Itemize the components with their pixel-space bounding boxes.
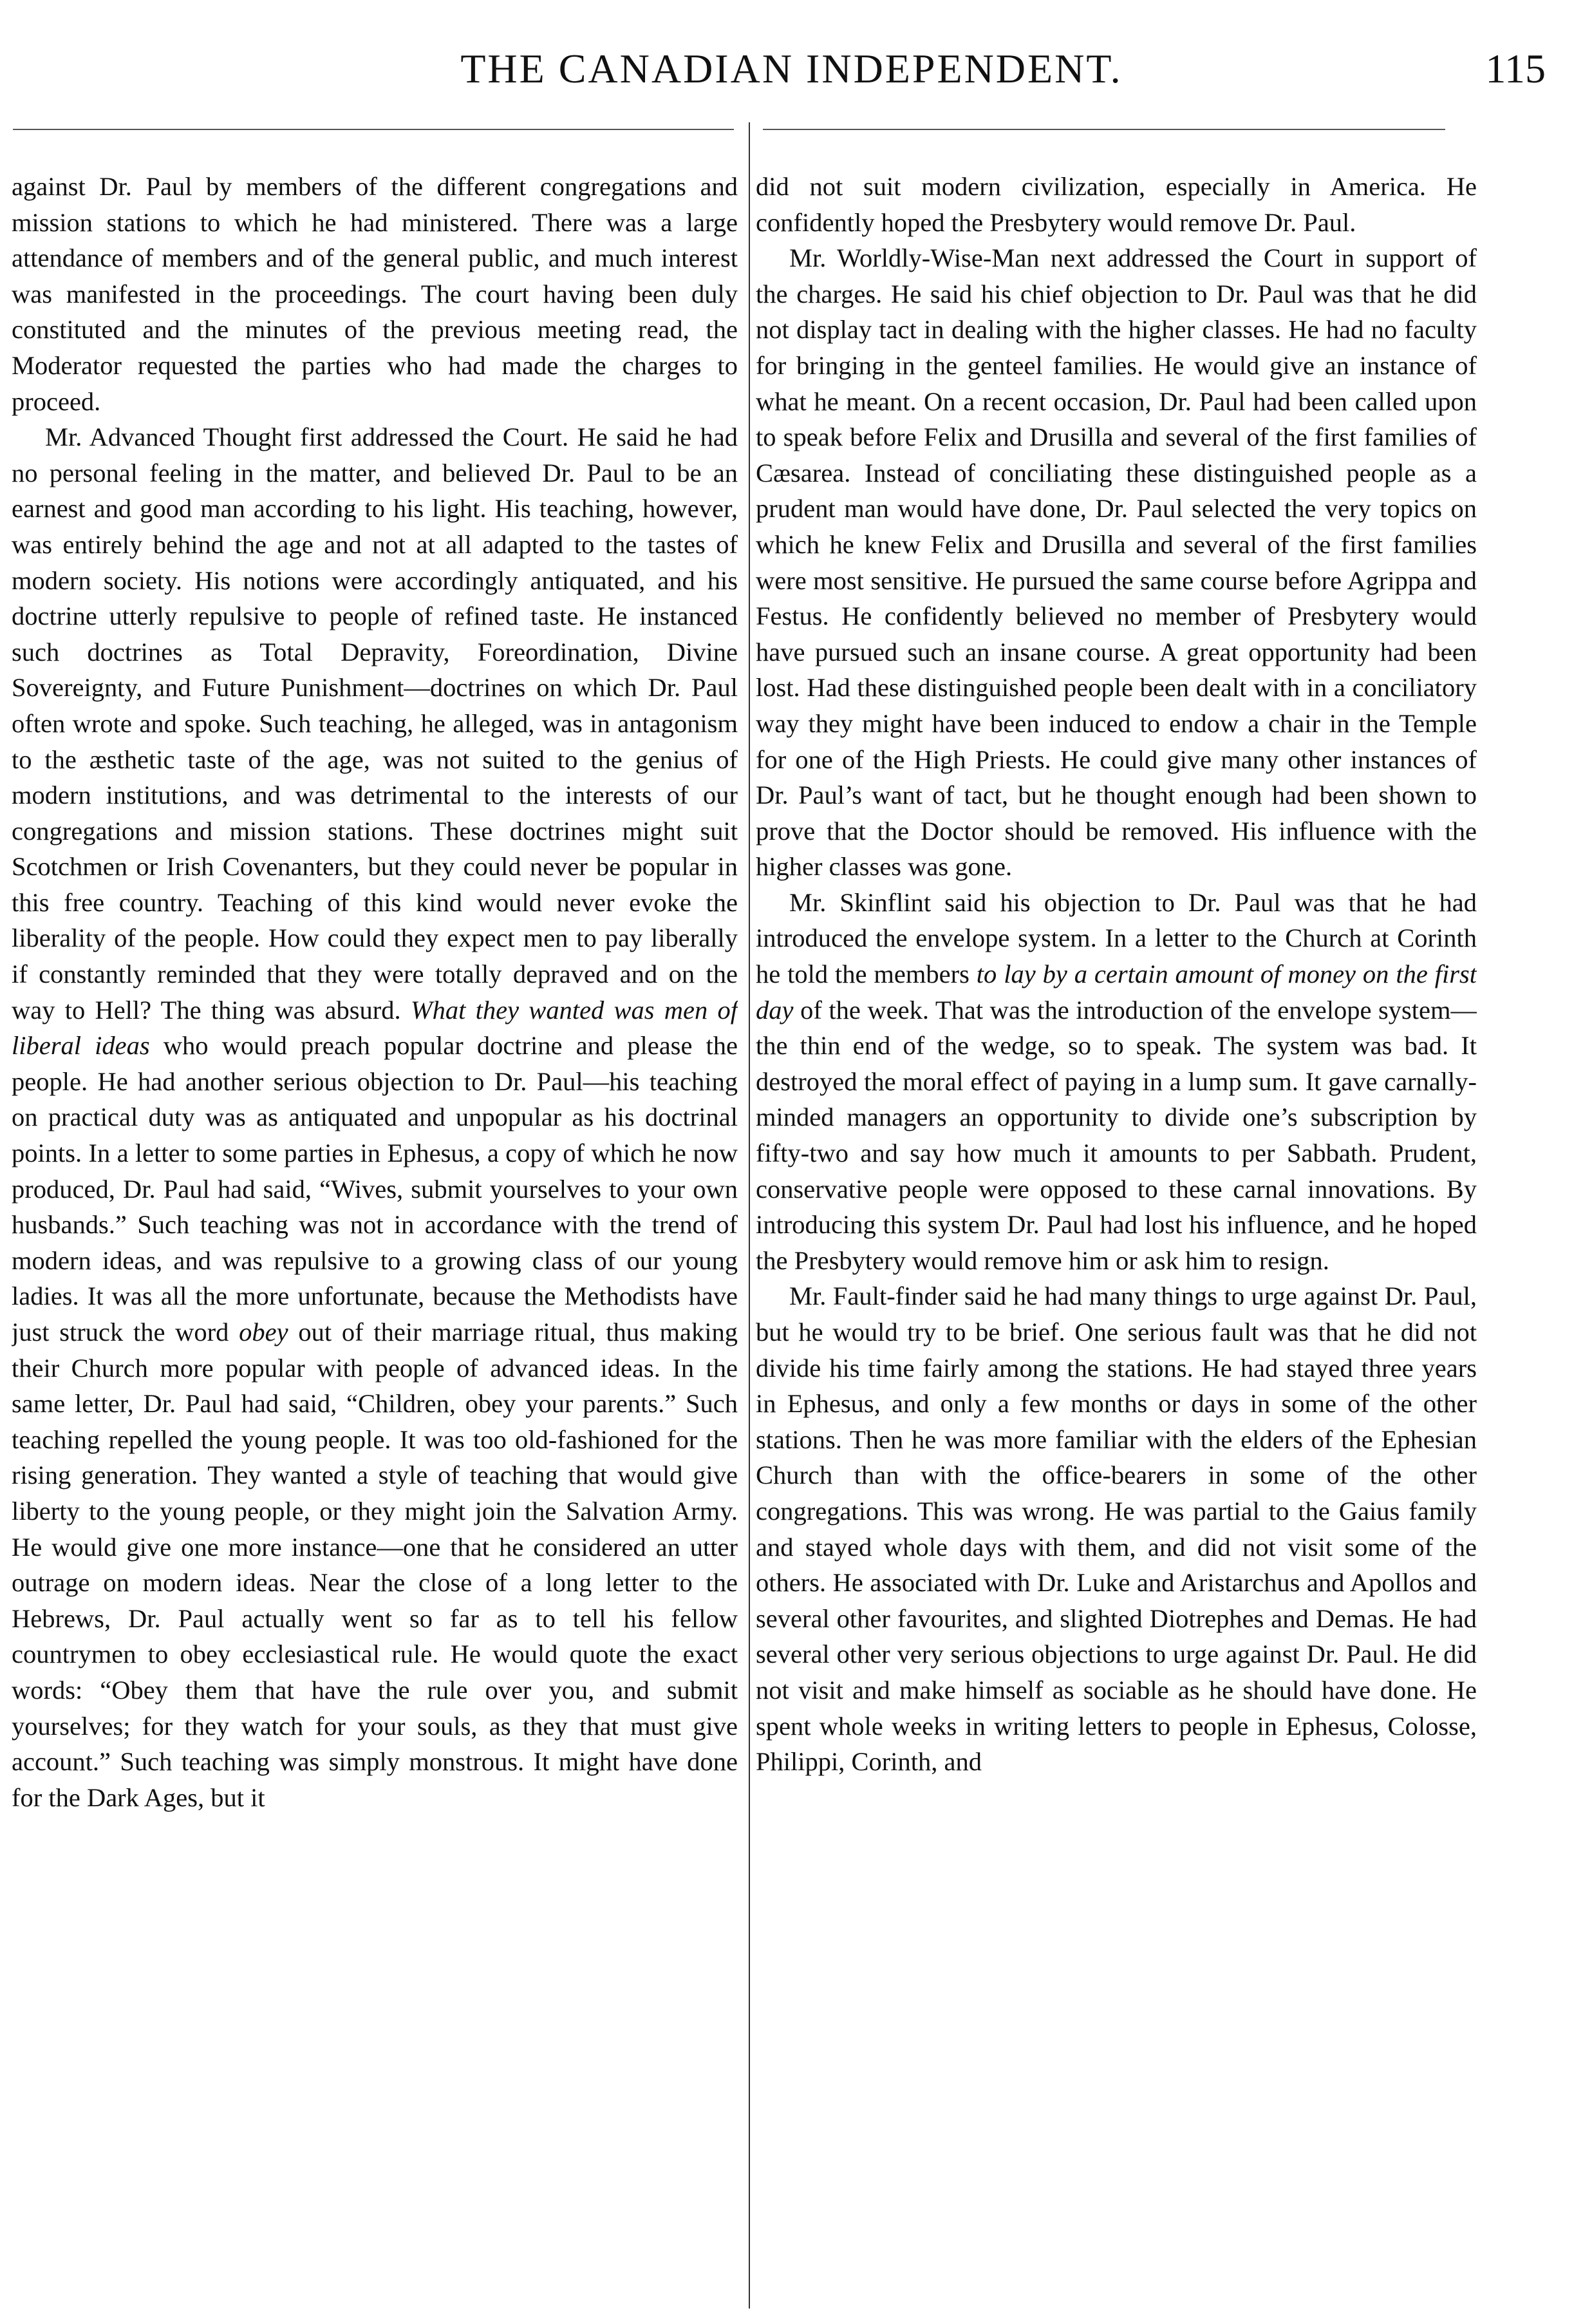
left-paragraph-2 [12,419,738,1815]
left-paragraph-2-tail: who would preach popular doctrine and please the people. He had another serious objection to Dr. Paul—his teaching on practical duty was as antiquated and unpopular as his doctrinal points. In a letter to some parties in Ephesus, a copy of which he now produced, Dr. Paul had said, “Wives, submit yourselves to your own husbands.” Such teaching was not in accordance with the trend of modern ideas, and was repulsive to a growing class of our young ladies. It was all the more unfortunate, because the Methodists have just struck the word [12,1031,738,1346]
right-paragraph-1: did not suit modern civilization, especially in America. He confidently hoped the Presbytery would remove Dr. Paul. [756,172,1477,237]
header-rule-right [763,129,1445,130]
header-rule-left [13,129,734,130]
page-number: 115 [1485,46,1546,91]
right-paragraph-2: Mr. Worldly-Wise-Man next addressed the Court in support of the charges. He said his chief objection to Dr. Paul was that he did not display tact in dealing with the higher classes. He had no faculty for bringing in the genteel families. He would give an instance of what he meant. On a recent occasion, Dr. Paul had been called upon to speak before Felix and Drusilla and several of the first families of Cæsarea. Instead of conciliating these distinguished people as a prudent man would have done, Dr. Paul selected the very topics on which he knew Felix and Drusilla and several of the first families were most sensitive. He pursued the same course before Agrippa and Festus. He confidently believed no member of Presbytery would have pursued such an insane course. A great opportunity had been lost. Had these distinguished people been dealt with in a conciliatory way they might have been induced to endow a chair in the Temple for one of the High Priests. He could give many other instances of Dr. Paul’s want of tact, but he thought enough had been shown to prove that the Doctor should be removed. His influence with the higher classes was gone. [756,243,1477,882]
right-paragraph-3-head: Mr. Skinflint said his objection to Dr. Paul was that he had introduced the envelope system. In a letter to the Church at Corinth he told the members [756,887,1477,989]
right-paragraph-3 [756,885,1477,1279]
running-title: THE CANADIAN INDEPENDENT. [460,46,1123,91]
right-column [756,169,1477,2300]
column-divider [749,122,750,2309]
left-paragraph-2-text: Mr. Advanced Thought first addressed the Court. He said he had no personal feeling in the matter, and believed Dr. Paul to be an earnest and good man according to his light. His teaching, however, was entirely behind the age and not at all adapted to the tastes of modern society. His notions were accordingly antiquated, and his doctrine utterly repulsive to people of refined taste. He instanced such doctrines as Total Depravity, Foreordination, Divine Sovereignty, and Future Punishment—doctrines on which Dr. Paul often wrote and spoke. Such teaching, he alleged, was in antagonism to the æsthetic taste of the age, was not suited to the genius of modern institutions, and was detrimental to the interests of our congregations and mission stations. These doctrines might suit Scotchmen or Irish Covenanters, but they could never be popular in this free country. Teaching of this kind would never evoke the liberality of the people. How could they expect men to pay liberally if constantly reminded that they were totally depraved and on the way to Hell? The thing was absurd. [12,422,738,1025]
left-column [12,169,738,2300]
left-paragraph-2-obey: obey [239,1318,288,1346]
left-paragraph-1: against Dr. Paul by members of the different congregations and mission stations to which he had ministered. There was a large attendance of members and of the general public, and much interest was manifested in the proceedings. The court having been duly constituted and the minutes of the previous meeting read, the Moderator requested the parties who had made the charges to proceed. [12,172,738,416]
right-paragraph-3-italic: to lay by a certain amount of money on the first day [756,959,1477,1025]
page-header [0,0,1583,122]
left-paragraph-2-italic: What they wanted was men of liberal ideas [12,995,738,1061]
left-paragraph-2-end: out of their marriage ritual, thus making their Church more popular with people of advanced ideas. In the same letter, Dr. Paul had said, “Children, obey your parents.” Such teaching repelled the young people. It was too old-fashioned for the rising generation. They wanted a style of teaching that would give liberty to the young people, or they might join the Salvation Army. He would give one more instance—one that he considered an utter outrage on modern ideas. Near the close of a long letter to the Hebrews, Dr. Paul actually went so far as to tell his fellow countrymen to obey ecclesiastical rule. He would quote the exact words: “Obey them that have the rule over you, and submit yourselves; for they watch for your souls, as they that must give account.” Such teaching was simply monstrous. It might have done for the Dark Ages, but it [12,1318,738,1812]
right-paragraph-4: Mr. Fault-finder said he had many things to urge against Dr. Paul, but he would try to be brief. One serious fault was that he did not divide his time fairly among the stations. He had stayed three years in Ephesus, and only a few months or days in some of the other stations. Then he was more familiar with the elders of the Ephesian Church than with the office-bearers in some of the other congregations. This was wrong. He was partial to the Gaius family and stayed whole days with them, and did not visit some of the others. He associated with Dr. Luke and Aristarchus and Apollos and several other favourites, and slighted Diotrephes and Demas. He had several other very serious objections to urge against Dr. Paul. He did not visit and make himself as sociable as he should have done. He spent whole weeks in writing letters to people in Ephesus, Colosse, Philippi, Corinth, and [756,1281,1477,1777]
right-paragraph-3-tail: of the week. That was the introduction of the envelope system—the thin end of the wedge, so to speak. The system was bad. It destroyed the moral effect of paying in a lump sum. It gave carnally-minded managers an opportunity to divide one’s subscription by fifty-two and say how much it amounts to per Sabbath. Prudent, conservative people were opposed to these carnal innovations. By introducing this system Dr. Paul had lost his influence, and he hoped the Presbytery would remove him or ask him to resign. [756,995,1477,1275]
